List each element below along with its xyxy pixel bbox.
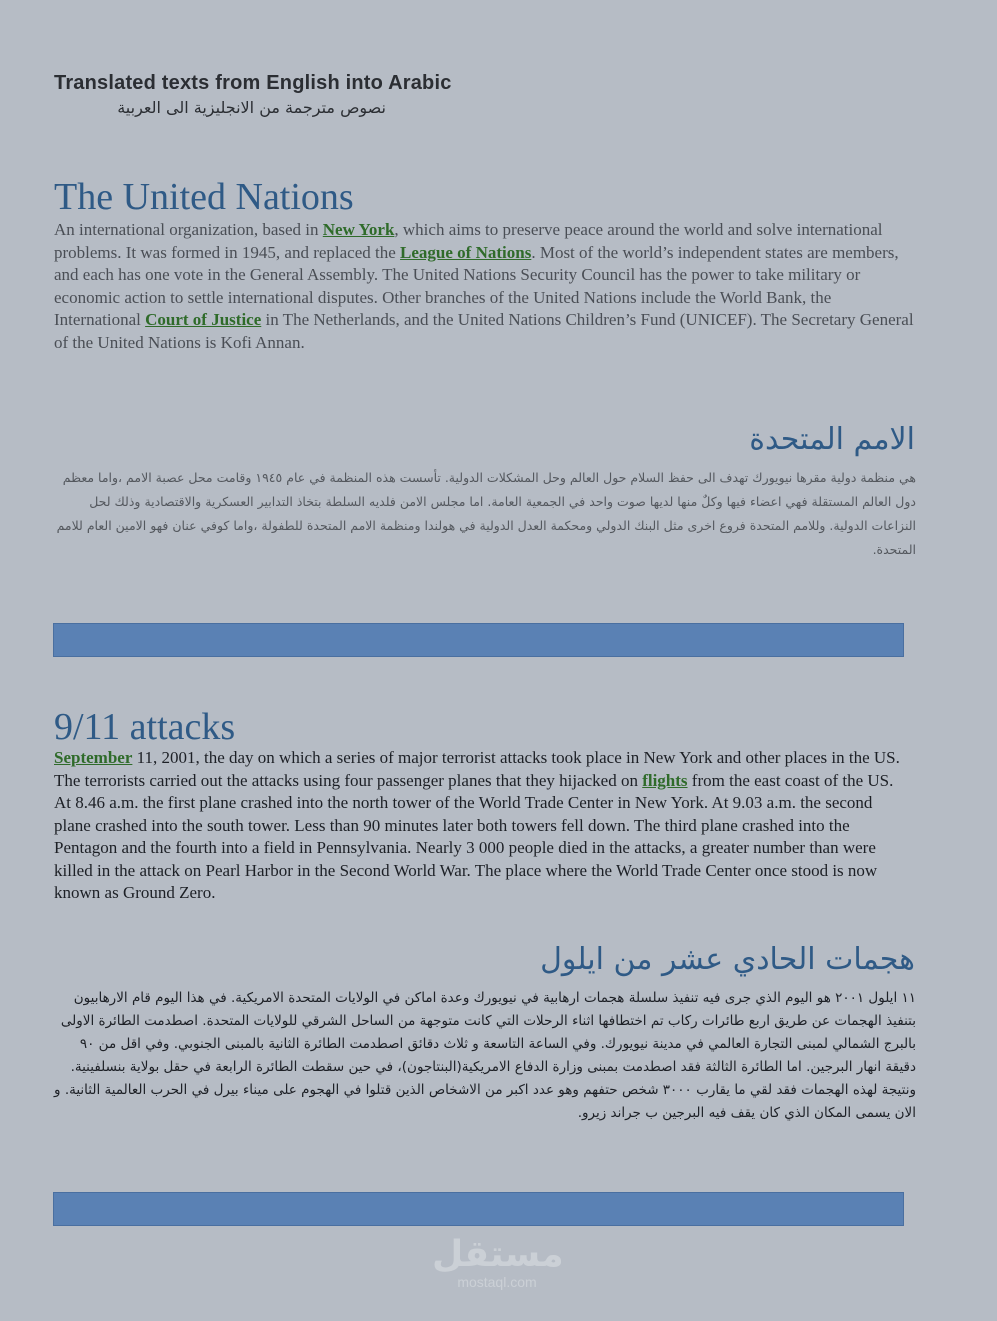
watermark-logo-latin: mostaql.com bbox=[457, 1274, 537, 1290]
heading-911-attacks-ar: هجمات الحادي عشر من ايلول bbox=[540, 942, 915, 977]
page-subtitle-arabic: نصوص مترجمة من الانجليزية الى العربية bbox=[117, 98, 386, 117]
link-flights[interactable]: flights bbox=[642, 770, 688, 790]
link-league-of-nations[interactable]: League of Nations bbox=[400, 242, 532, 262]
divider-bar bbox=[53, 623, 904, 657]
text-segment: in The Netherlands, and the United Nations Children’s Fund (UNICEF). The Secretary General of the United Nations is Kofi Annan. bbox=[54, 310, 914, 352]
text-segment: 11, 2001, the day on which a series of major terrorist attacks took place in New York and other places in the US. The terrorists carried out the attacks using four passenger planes that they hijacked on bbox=[54, 748, 900, 790]
link-september[interactable]: September bbox=[54, 748, 133, 767]
paragraph-911-attacks-en bbox=[54, 747, 904, 905]
text-segment: An international organization, based in bbox=[54, 220, 323, 239]
paragraph-united-nations-en bbox=[54, 219, 920, 354]
text-segment: . Most of the world’s independent states are members, and each has one vote in the General Assembly. The United Nations Security Council has the power to take military or economic action to settle international disputes. Other branches of the United Nations include the World Bank, the International bbox=[54, 242, 899, 329]
link-new-york[interactable]: New York bbox=[322, 220, 395, 239]
watermark-logo-arabic: مستقل bbox=[432, 1234, 564, 1275]
paragraph-united-nations-ar: هي منظمة دولية مقرها نيويورك تهدف الى حفظ السلام حول العالم وحل المشكلات الدولية. تأسست هذه المنظمة في عام ١٩٤٥ وقامت محل عصبة الامم ،واما معظم دول العالم المستقلة فهي اعضاء فيها وكلٌ منها لديها صوت واحد في الجمعية العامة. اما مجلس الامن فلديه السلطة بتخاذ التدابير العسكرية والاقتصادية وذلك لحل النزاعات الدولية. وللامم المتحدة فروع اخرى مثل البنك الدولي ومحكمة العدل الدولية في هولندا ومنظمة الامم المتحدة للطفولة ،واما كوفي عنان فهو الامين العام للامم المتحدة. bbox=[56, 470, 916, 557]
heading-united-nations-ar: الامم المتحدة bbox=[749, 422, 915, 457]
link-court-of-justice[interactable]: Court of Justice bbox=[145, 310, 262, 329]
text-segment: , which aims to preserve peace around the world and solve international problems. It was formed in 1945, and replaced the bbox=[54, 220, 883, 262]
paragraph-911-attacks-ar: ١١ ايلول ٢٠٠١ هو اليوم الذي جرى فيه تنفيذ سلسلة هجمات ارهابية في نيويورك وعدة اماكن في الولايات المتحدة الامريكية. في هذا اليوم قام الارهابيون بتنفيذ الهجمات عن طريق اربع طائرات ركاب تم اختطافها اثناء الرحلات التي كانت متوجهة من الساحل الشرقي للولايات المتحدة. اصطدمت الطائرة الاولى بالبرج الشمالي لمبنى التجارة العالمي في مدينة نيويورك. وفي الساعة التاسعة و ثلاث دقائق اصطدمت الطائرة الثانية بالمبنى الجنوبي. وفي اقل من ٩٠ دقيقة انهار البرجين. اما الطائرة الثالثة فقد اصطدمت بمبنى وزارة الدفاع الامريكية(البنتاجون)، في حين سقطت الطائرة الرابعة في حقل بولاية بنسلفينية. ونتيجة لهذه الهجمات فقد لقي ما يقارب ٣٠٠٠ شخص حتفهم وهو عدد اكبر من الاشخاص الذين قتلوا في الهجوم على ميناء بيرل في الحرب العالمية الثانية. و الان يسمى المكان الذي كان يقف فيه البرجين ب جراند زيرو. bbox=[54, 990, 916, 1121]
watermark-logo bbox=[432, 1235, 562, 1289]
heading-united-nations-en: The United Nations bbox=[54, 176, 354, 218]
heading-911-attacks-en: 9/11 attacks bbox=[54, 706, 236, 748]
divider-bar bbox=[53, 1192, 904, 1226]
page-title: Translated texts from English into Arabic bbox=[54, 72, 452, 94]
text-segment: from the east coast of the US. At 8.46 a.m. the first plane crashed into the north tower of the World Trade Center in New York. At 9.03 a.m. the second plane crashed into the south tower. Less than 90 minutes later both towers fell down. The third plane crashed into the Pentagon and the fourth into a field in Pennsylvania. Nearly 3 000 people died in the attacks, a greater number than were killed in the attack on Pearl Harbor in the Second World War. The place where the World Trade Center once stood is now known as Ground Zero. bbox=[54, 770, 894, 902]
